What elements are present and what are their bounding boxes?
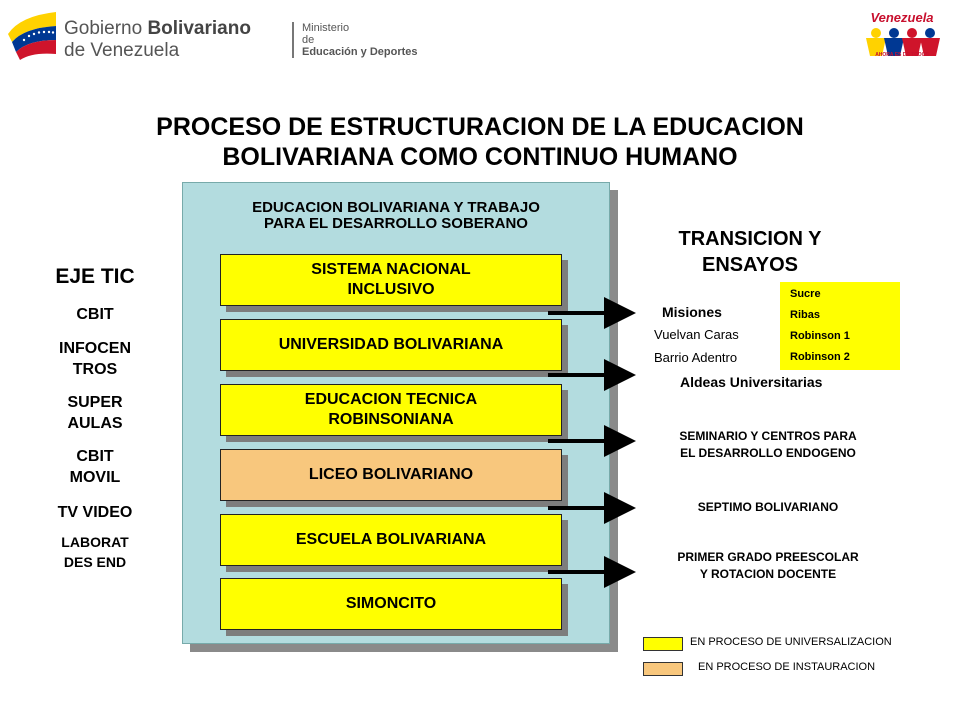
panel-title-line2: PARA EL DESARROLLO SOBERANO: [264, 215, 528, 232]
title-line2: BOLIVARIANA COMO CONTINUO HUMANO: [222, 143, 738, 171]
gov-line1-a: Gobierno: [64, 18, 148, 39]
eje-tic-item: [50, 446, 140, 488]
level-block: [220, 254, 562, 306]
ministry-line3: Educación y Deportes: [302, 46, 418, 58]
panel-title-line1: EDUCACION BOLIVARIANA Y TRABAJO: [252, 199, 540, 216]
eje-tic-item-line2: AULAS: [67, 415, 123, 432]
eje-tic-item-line1: CBIT: [76, 448, 114, 465]
eje-tic-heading: EJE TIC: [55, 265, 135, 288]
ministry-name: [302, 22, 418, 58]
level-block-text: [346, 594, 436, 614]
level-block-line1: SIMONCITO: [345, 595, 437, 612]
mision-item: Robinson 2: [790, 351, 850, 363]
legend-label: EN PROCESO DE INSTAURACION: [698, 661, 876, 673]
preescolar-line2: Y ROTACION DOCENTE: [699, 567, 837, 581]
arrows-layer: [540, 290, 650, 590]
level-block-line1: UNIVERSIDAD BOLIVARIANA: [278, 336, 504, 353]
seminario-line1: SEMINARIO Y CENTROS PARA: [679, 429, 857, 443]
level-block: [220, 514, 562, 566]
level-block: [220, 319, 562, 371]
preescolar-line1: PRIMER GRADO PREESCOLAR: [677, 550, 859, 564]
seminario-line2: EL DESARROLLO ENDOGENO: [680, 446, 856, 460]
level-block: [220, 578, 562, 630]
eje-tic-item-line1: TV VIDEO: [57, 504, 133, 521]
level-block-text: [296, 530, 486, 550]
eje-tic-item: [50, 392, 140, 434]
eje-tic-item: [50, 502, 140, 523]
page-title: [0, 112, 960, 172]
brand-tagline: AHORA ES DE TODOS: [875, 52, 929, 58]
mision-item: Ribas: [790, 309, 820, 321]
eje-tic-item: [50, 532, 140, 572]
septimo-bolivariano: SEPTIMO BOLIVARIANO: [697, 500, 839, 514]
eje-tic-item-line1: CBIT: [76, 306, 114, 323]
government-name: [64, 18, 251, 62]
transicion-line2: ENSAYOS: [702, 254, 798, 276]
title-line1: PROCESO DE ESTRUCTURACION DE LA EDUCACION: [156, 113, 804, 141]
level-block-text: [279, 335, 504, 355]
level-block-text: [311, 260, 470, 300]
mision-item: Robinson 1: [790, 330, 850, 342]
venezuela-flag-icon: [6, 8, 58, 60]
level-block-text: [305, 390, 477, 430]
barrio-adentro: Barrio Adentro: [654, 350, 738, 365]
eje-tic-item-line1: SUPER: [67, 394, 123, 411]
legend-label: EN PROCESO DE UNIVERSALIZACION: [690, 636, 892, 648]
mision-item: Sucre: [790, 288, 821, 300]
eje-tic-item-line2: TROS: [72, 361, 118, 378]
level-block-line1: LICEO BOLIVARIANO: [308, 466, 474, 483]
primer-grado-preescolar: [648, 549, 888, 583]
level-block-text: [309, 465, 473, 485]
seminario-centros: [648, 428, 888, 462]
eje-tic-item-line2: MOVIL: [69, 469, 121, 486]
level-block: [220, 449, 562, 501]
eje-tic-item-line1: LABORAT: [61, 534, 129, 550]
ministry-line1: Ministerio: [302, 22, 350, 34]
level-block-line1: ESCUELA BOLIVARIANA: [295, 531, 487, 548]
transicion-line1: TRANSICION Y: [678, 228, 822, 250]
eje-tic-item: [50, 338, 140, 380]
aldeas-universitarias: Aldeas Universitarias: [680, 374, 823, 390]
level-block-line2: INCLUSIVO: [347, 281, 435, 298]
legend-swatch: [643, 637, 683, 651]
transicion-heading: [650, 226, 850, 278]
level-block-line2: ROBINSONIANA: [328, 411, 454, 428]
level-block: [220, 384, 562, 436]
gov-line1-b: Bolivariano: [147, 18, 251, 39]
eje-tic-item-line1: INFOCEN: [59, 340, 131, 357]
page-header: [0, 0, 960, 90]
vuelvan-caras: Vuelvan Caras: [654, 327, 739, 342]
level-block-line1: SISTEMA NACIONAL: [311, 261, 471, 278]
eje-tic-item: [50, 304, 140, 325]
brand-name: Venezuela: [870, 10, 934, 25]
misiones-label: Misiones: [662, 304, 722, 320]
header-divider: [292, 22, 294, 58]
gov-line2: de Venezuela: [64, 40, 180, 61]
level-block-line1: EDUCACION TECNICA: [304, 391, 478, 408]
ministry-line2: de: [302, 34, 315, 46]
eje-tic-item-line2: DES END: [63, 554, 127, 570]
legend-swatch: [643, 662, 683, 676]
panel-title: [182, 200, 610, 232]
